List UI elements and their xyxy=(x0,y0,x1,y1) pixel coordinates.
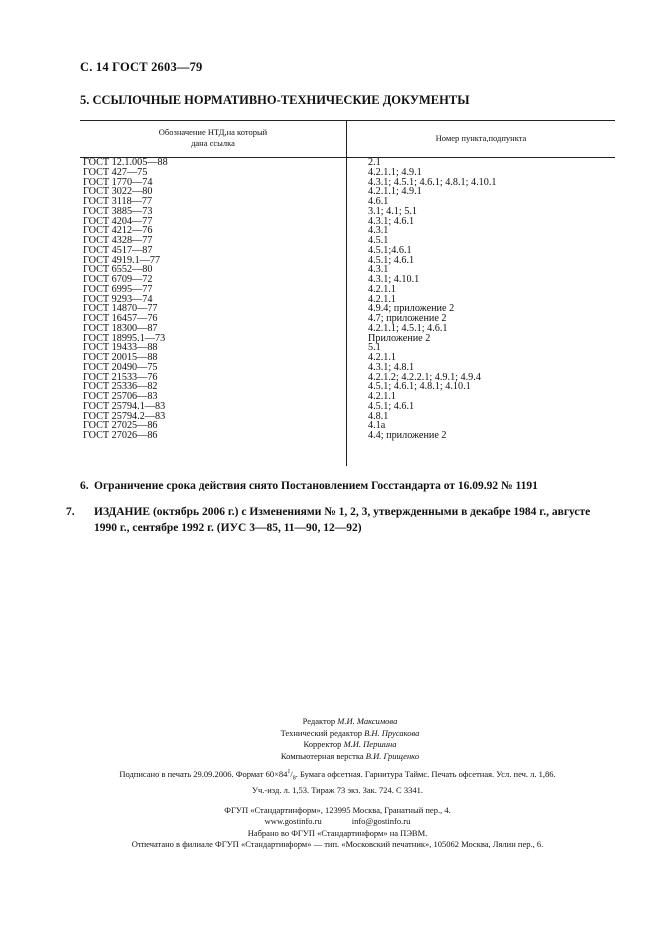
table-cell-document: ГОСТ 4919.1—77 xyxy=(83,254,161,266)
paragraph-text: ИЗДАНИЕ (октябрь 2006 г.) с Изменениями № 1, 2, 3, утвержденными в декабре 1984 г., августе 1990 г., сентябре 1992 г. (ИУС 3—85, 11—90, 12—92) xyxy=(94,506,591,534)
table-cell-document: ГОСТ 21533—76 xyxy=(83,371,158,383)
table-cell-clause: 4.1а xyxy=(368,420,386,432)
table-cell-document: ГОСТ 4517—87 xyxy=(83,244,153,256)
imprint-contacts xyxy=(60,816,615,828)
table-cell-document: ГОСТ 3118—77 xyxy=(83,196,153,207)
table-cell-document: ГОСТ 20015—88 xyxy=(83,352,158,363)
table-cell-clause: 4.5.1; 4.6.1 xyxy=(368,254,415,266)
table-cell-clause: 4.2.1.1 xyxy=(368,352,397,363)
table-cell-clause: 4.5.1; 4.6.1 xyxy=(368,400,415,412)
table-cell-document: ГОСТ 4204—77 xyxy=(83,215,153,227)
table-cell-clause: 4.4; приложение 2 xyxy=(368,430,447,441)
imprint xyxy=(60,767,615,851)
table-cell-clause: 4.3.1 xyxy=(368,225,389,237)
table-cell-clause: 4.8.1 xyxy=(368,410,389,422)
table-cell-clause: 4.2.1.1 xyxy=(368,391,397,402)
imprint-typeset: Набрано во ФГУП «Стандартинформ» на ПЭВМ. xyxy=(247,827,428,838)
table-cell-document: ГОСТ 14870—77 xyxy=(83,303,158,315)
table-cell-document: ГОСТ 27026—86 xyxy=(83,430,158,441)
table-cell-clause: 4.2.1.1; 4.5.1; 4.6.1 xyxy=(368,322,448,334)
table-cell-document: ГОСТ 3885—73 xyxy=(83,205,153,217)
table-cell-document: ГОСТ 6552—80 xyxy=(83,264,153,276)
table-cell-document: ГОСТ 3022—80 xyxy=(83,186,153,198)
table-cell-clause: 4.6.1 xyxy=(368,196,389,207)
table-cell-clause: 4.3.1; 4.5.1; 4.6.1; 4.8.1; 4.10.1 xyxy=(368,176,497,188)
editorial-staff xyxy=(230,716,470,762)
column-header-clause: Номер пункта,подпункта xyxy=(435,133,527,143)
table-cell-clause: 4.5.1; 4.6.1; 4.8.1; 4.10.1 xyxy=(368,381,471,393)
table-cell-document: ГОСТ 16457—76 xyxy=(83,313,158,324)
table-cell-clause: 4.3.1; 4.10.1 xyxy=(368,274,420,285)
table-cell-clause: Приложение 2 xyxy=(368,332,431,344)
table-cell-document: ГОСТ 25794.1—83 xyxy=(83,400,166,412)
tech-editor-line: Технический редактор В.Н. Прусакова xyxy=(280,727,420,738)
table-cell-document: ГОСТ 27025—86 xyxy=(83,420,158,432)
corrector-line: Корректор М.И. Першина xyxy=(303,739,397,749)
imprint-circulation: Уч.-изд. л. 1,53. Тираж 73 экз. Зак. 724. С 3341. xyxy=(252,785,423,796)
table-cell-clause: 2.1 xyxy=(368,157,381,168)
paragraph-text: Ограничение срока действия снято Постановлением Госстандарта от 16.09.92 № 1191 xyxy=(94,480,538,492)
table-cell-document: ГОСТ 1770—74 xyxy=(83,176,153,188)
table-cell-document: ГОСТ 18300—87 xyxy=(83,322,158,334)
table-cell-clause: 3.1; 4.1; 5.1 xyxy=(368,205,417,217)
imprint-publisher: ФГУП «Стандартинформ», 123995 Москва, Гранатный пер., 4. xyxy=(224,804,451,815)
table-cell-document: ГОСТ 25706—83 xyxy=(83,391,158,402)
document-column xyxy=(83,158,343,441)
editor-line: Редактор М.И. Максимова xyxy=(302,716,398,726)
table-cell-document: ГОСТ 4328—77 xyxy=(83,235,153,246)
table-cell-clause: 4.2.1.1; 4.9.1 xyxy=(368,186,422,198)
clause-column xyxy=(368,158,613,441)
table-cell-document: ГОСТ 19433—88 xyxy=(83,342,158,354)
imprint-printer: Отпечатано в филиале ФГУП «Стандартинформ» — тип. «Московский печатник», 105062 Москва, Лялин пер., 6. xyxy=(131,839,544,850)
column-header-document: Обозначение НТД,на который дана ссылка xyxy=(158,127,268,148)
column-divider xyxy=(346,121,347,466)
section-title: 5. ССЫЛОЧНЫЕ НОРМАТИВНО-ТЕХНИЧЕСКИЕ ДОКУМЕНТЫ xyxy=(80,93,470,107)
table-cell-clause: 5.1 xyxy=(368,342,381,354)
table-cell-clause: 4.5.1;4.6.1 xyxy=(368,244,412,256)
table-cell-clause: 4.2.1.1; 4.9.1 xyxy=(368,166,422,178)
table-cell-clause: 4.2.1.1 xyxy=(368,283,397,295)
paragraph-7 xyxy=(66,504,615,536)
paragraph-6 xyxy=(80,478,615,494)
table-cell-clause: 4.5.1 xyxy=(368,235,389,246)
table-cell-document: ГОСТ 18995.1—73 xyxy=(83,332,166,344)
table-cell-clause: 4.3.1 xyxy=(368,264,389,276)
table-cell-document: ГОСТ 20490—75 xyxy=(83,361,158,373)
table-cell-clause: 4.3.1; 4.6.1 xyxy=(368,215,415,227)
table-cell-document: ГОСТ 427—75 xyxy=(83,166,148,178)
layout-line: Компьютерная верстка В.И. Грищенко xyxy=(280,750,420,761)
paragraph-number: 7. xyxy=(66,506,75,518)
table-cell-document: ГОСТ 25794.2—83 xyxy=(83,410,166,422)
page-header: С. 14 ГОСТ 2603—79 xyxy=(80,60,203,74)
paragraph-number: 6. xyxy=(80,480,89,492)
table-cell-clause: 4.2.1.1 xyxy=(368,293,397,305)
table-cell-document: ГОСТ 12.1.005—88 xyxy=(83,157,168,168)
table-cell-clause: 4.2.1.2; 4.2.2.1; 4.9.1; 4.9.4 xyxy=(368,371,481,383)
table-cell-document: ГОСТ 6995—77 xyxy=(83,283,153,295)
table-cell-document: ГОСТ 9293—74 xyxy=(83,293,153,305)
email-link[interactable]: info@gostinfo.ru xyxy=(351,816,411,827)
table-cell-document: ГОСТ 6709—72 xyxy=(83,274,153,285)
website-link[interactable]: www.gostinfo.ru xyxy=(264,816,322,827)
imprint-print-info: Подписано в печать 29.09.2006. Формат $60\times 84^1/_8$. Бумага офсетная. Гарнитура Таймс. Печать офсетная. Усл. печ. л. 1,86. xyxy=(119,768,556,782)
table-cell-clause: 4.7; приложение 2 xyxy=(368,313,447,324)
table-cell-clause: 4.9.4; приложение 2 xyxy=(368,303,455,315)
table-cell-clause: 4.3.1; 4.8.1 xyxy=(368,361,415,373)
table-cell-document: ГОСТ 25336—82 xyxy=(83,381,158,393)
reference-table xyxy=(80,120,615,466)
table-cell-document: ГОСТ 4212—76 xyxy=(83,225,153,237)
